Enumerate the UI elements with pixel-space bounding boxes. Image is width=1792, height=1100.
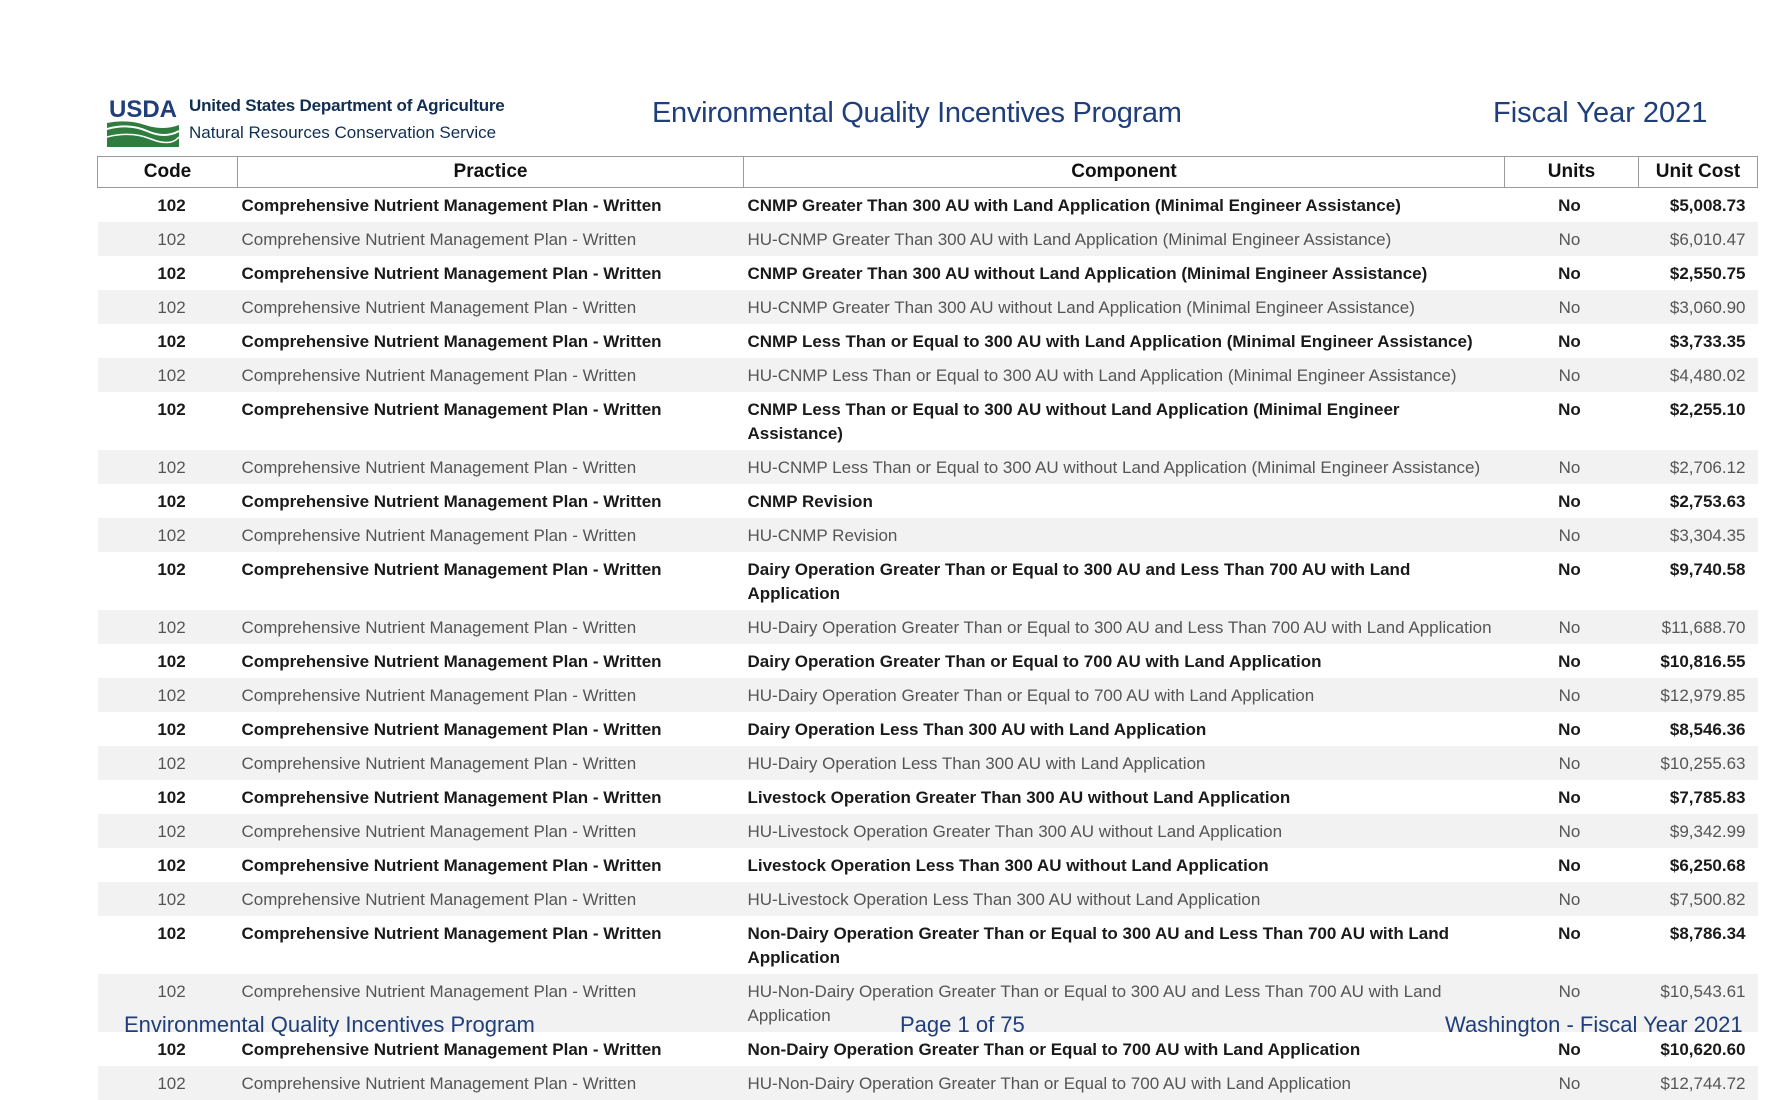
cell-units: No [1505,552,1639,610]
table-row [98,552,1758,610]
cell-units: No [1505,1066,1639,1100]
cell-unit-cost: $2,753.63 [1639,484,1758,518]
cell-units: No [1505,974,1639,1032]
table-row [98,746,1758,780]
cell-component: HU-Livestock Operation Less Than 300 AU without Land Application [744,882,1505,916]
cell-units: No [1505,678,1639,712]
cell-code: 102 [98,678,238,712]
table-row [98,678,1758,712]
cell-component: HU-CNMP Greater Than 300 AU without Land Application (Minimal Engineer Assistance) [744,290,1505,324]
cell-practice: Comprehensive Nutrient Management Plan - Written [238,222,744,256]
cell-practice: Comprehensive Nutrient Management Plan - Written [238,392,744,450]
cell-component: Non-Dairy Operation Greater Than or Equal to 700 AU with Land Application [744,1032,1505,1066]
cell-code: 102 [98,518,238,552]
cell-units: No [1505,222,1639,256]
cell-code: 102 [98,1032,238,1066]
department-name: United States Department of Agriculture [189,96,505,115]
page-header [97,88,1757,146]
cell-unit-cost: $8,786.34 [1639,916,1758,974]
cell-component: HU-Non-Dairy Operation Greater Than or Equal to 300 AU and Less Than 700 AU with Land Application [744,974,1505,1032]
cell-units: No [1505,324,1639,358]
table-row [98,814,1758,848]
table-row [98,712,1758,746]
table-row [98,256,1758,290]
cell-units: No [1505,746,1639,780]
cell-code: 102 [98,290,238,324]
table-row [98,188,1758,223]
cell-unit-cost: $6,010.47 [1639,222,1758,256]
cell-unit-cost: $11,688.70 [1639,610,1758,644]
table-row [98,222,1758,256]
cell-units: No [1505,358,1639,392]
cell-practice: Comprehensive Nutrient Management Plan - Written [238,1066,744,1100]
fiscal-year-title: Fiscal Year 2021 [1493,97,1708,129]
cell-unit-cost: $9,740.58 [1639,552,1758,610]
footer-page-number: Page 1 of 75 [900,1012,1025,1037]
cell-unit-cost: $5,008.73 [1639,188,1758,223]
cell-code: 102 [98,256,238,290]
cell-code: 102 [98,450,238,484]
cell-component: Livestock Operation Less Than 300 AU without Land Application [744,848,1505,882]
cell-units: No [1505,188,1639,223]
table-row [98,324,1758,358]
table-row [98,392,1758,450]
cell-units: No [1505,484,1639,518]
cell-unit-cost: $10,816.55 [1639,644,1758,678]
cell-practice: Comprehensive Nutrient Management Plan - Written [238,678,744,712]
page-title: Environmental Quality Incentives Program [652,97,1182,129]
cell-practice: Comprehensive Nutrient Management Plan - Written [238,644,744,678]
table-row [98,290,1758,324]
cell-practice: Comprehensive Nutrient Management Plan - Written [238,848,744,882]
cell-practice: Comprehensive Nutrient Management Plan - Written [238,552,744,610]
cell-units: No [1505,290,1639,324]
cell-code: 102 [98,746,238,780]
cell-code: 102 [98,484,238,518]
cell-component: HU-Non-Dairy Operation Greater Than or Equal to 700 AU with Land Application [744,1066,1505,1100]
cell-code: 102 [98,644,238,678]
cell-units: No [1505,780,1639,814]
cell-unit-cost: $3,733.35 [1639,324,1758,358]
table-row [98,450,1758,484]
table-row [98,610,1758,644]
cell-units: No [1505,450,1639,484]
usda-logo-text: USDA [109,96,178,123]
cell-unit-cost: $2,550.75 [1639,256,1758,290]
cell-unit-cost: $7,500.82 [1639,882,1758,916]
cell-unit-cost: $8,546.36 [1639,712,1758,746]
cell-units: No [1505,916,1639,974]
cell-unit-cost: $4,480.02 [1639,358,1758,392]
cell-units: No [1505,1032,1639,1066]
table-row [98,780,1758,814]
cell-component: CNMP Less Than or Equal to 300 AU with Land Application (Minimal Engineer Assistance) [744,324,1505,358]
cell-code: 102 [98,848,238,882]
cell-units: No [1505,882,1639,916]
column-header-unit-cost: Unit Cost [1639,157,1758,188]
cell-units: No [1505,712,1639,746]
footer-program: Environmental Quality Incentives Program [124,1012,535,1037]
cell-component: HU-CNMP Less Than or Equal to 300 AU without Land Application (Minimal Engineer Assistance) [744,450,1505,484]
cell-unit-cost: $10,543.61 [1639,974,1758,1032]
cell-unit-cost: $12,744.72 [1639,1066,1758,1100]
table-row [98,484,1758,518]
table-row [98,882,1758,916]
cell-units: No [1505,256,1639,290]
cell-code: 102 [98,358,238,392]
cell-code: 102 [98,814,238,848]
cell-unit-cost: $3,060.90 [1639,290,1758,324]
cell-component: HU-CNMP Greater Than 300 AU with Land Application (Minimal Engineer Assistance) [744,222,1505,256]
table-row [98,1066,1758,1100]
cell-units: No [1505,392,1639,450]
cell-code: 102 [98,222,238,256]
cell-practice: Comprehensive Nutrient Management Plan - Written [238,882,744,916]
cell-component: HU-CNMP Less Than or Equal to 300 AU with Land Application (Minimal Engineer Assistance) [744,358,1505,392]
cell-practice: Comprehensive Nutrient Management Plan - Written [238,290,744,324]
cell-code: 102 [98,712,238,746]
usda-logo [107,95,179,147]
cell-component: HU-Livestock Operation Greater Than 300 AU without Land Application [744,814,1505,848]
cell-component: CNMP Less Than or Equal to 300 AU without Land Application (Minimal Engineer Assistance) [744,392,1505,450]
cell-practice: Comprehensive Nutrient Management Plan - Written [238,484,744,518]
cell-unit-cost: $6,250.68 [1639,848,1758,882]
footer-state-year: Washington - Fiscal Year 2021 [1445,1012,1743,1037]
cell-component: Non-Dairy Operation Greater Than or Equal to 300 AU and Less Than 700 AU with Land Application [744,916,1505,974]
cell-practice: Comprehensive Nutrient Management Plan - Written [238,450,744,484]
cell-code: 102 [98,188,238,223]
cell-practice: Comprehensive Nutrient Management Plan - Written [238,814,744,848]
cell-code: 102 [98,324,238,358]
cell-units: No [1505,644,1639,678]
cell-component: Dairy Operation Greater Than or Equal to 300 AU and Less Than 700 AU with Land Application [744,552,1505,610]
cell-code: 102 [98,882,238,916]
cell-unit-cost: $2,706.12 [1639,450,1758,484]
column-header-practice: Practice [238,157,744,188]
cell-practice: Comprehensive Nutrient Management Plan - Written [238,1032,744,1066]
cell-component: HU-Dairy Operation Greater Than or Equal to 300 AU and Less Than 700 AU with Land Application [744,610,1505,644]
cell-practice: Comprehensive Nutrient Management Plan - Written [238,358,744,392]
cell-code: 102 [98,392,238,450]
cell-component: HU-CNMP Revision [744,518,1505,552]
cell-practice: Comprehensive Nutrient Management Plan - Written [238,780,744,814]
cell-component: HU-Dairy Operation Greater Than or Equal to 700 AU with Land Application [744,678,1505,712]
cell-component: Livestock Operation Greater Than 300 AU without Land Application [744,780,1505,814]
cell-unit-cost: $12,979.85 [1639,678,1758,712]
cell-code: 102 [98,974,238,1032]
cell-practice: Comprehensive Nutrient Management Plan - Written [238,256,744,290]
cell-unit-cost: $3,304.35 [1639,518,1758,552]
cell-code: 102 [98,1066,238,1100]
cell-unit-cost: $9,342.99 [1639,814,1758,848]
cell-code: 102 [98,916,238,974]
cell-component: Dairy Operation Less Than 300 AU with Land Application [744,712,1505,746]
cell-practice: Comprehensive Nutrient Management Plan - Written [238,712,744,746]
table-header-row [98,157,1758,188]
cell-component: CNMP Greater Than 300 AU without Land Application (Minimal Engineer Assistance) [744,256,1505,290]
cell-component: HU-Dairy Operation Less Than 300 AU with Land Application [744,746,1505,780]
cell-practice: Comprehensive Nutrient Management Plan - Written [238,974,744,1032]
table-row [98,518,1758,552]
table-row [98,848,1758,882]
cell-practice: Comprehensive Nutrient Management Plan - Written [238,916,744,974]
column-header-units: Units [1505,157,1639,188]
cell-unit-cost: $2,255.10 [1639,392,1758,450]
cell-units: No [1505,814,1639,848]
cell-component: CNMP Greater Than 300 AU with Land Application (Minimal Engineer Assistance) [744,188,1505,223]
cell-units: No [1505,610,1639,644]
cost-table [97,156,1758,1100]
cell-practice: Comprehensive Nutrient Management Plan - Written [238,188,744,223]
column-header-component: Component [744,157,1505,188]
cell-practice: Comprehensive Nutrient Management Plan - Written [238,324,744,358]
agency-name: Natural Resources Conservation Service [189,123,497,142]
cell-practice: Comprehensive Nutrient Management Plan - Written [238,518,744,552]
cell-practice: Comprehensive Nutrient Management Plan - Written [238,746,744,780]
cell-component: Dairy Operation Greater Than or Equal to 700 AU with Land Application [744,644,1505,678]
table-row [98,916,1758,974]
cell-code: 102 [98,780,238,814]
cell-unit-cost: $10,620.60 [1639,1032,1758,1066]
cell-units: No [1505,518,1639,552]
column-header-code: Code [98,157,238,188]
table-row [98,358,1758,392]
table-row [98,644,1758,678]
cell-component: CNMP Revision [744,484,1505,518]
cell-units: No [1505,848,1639,882]
cell-code: 102 [98,610,238,644]
cell-unit-cost: $7,785.83 [1639,780,1758,814]
cell-unit-cost: $10,255.63 [1639,746,1758,780]
cell-code: 102 [98,552,238,610]
cell-practice: Comprehensive Nutrient Management Plan - Written [238,610,744,644]
